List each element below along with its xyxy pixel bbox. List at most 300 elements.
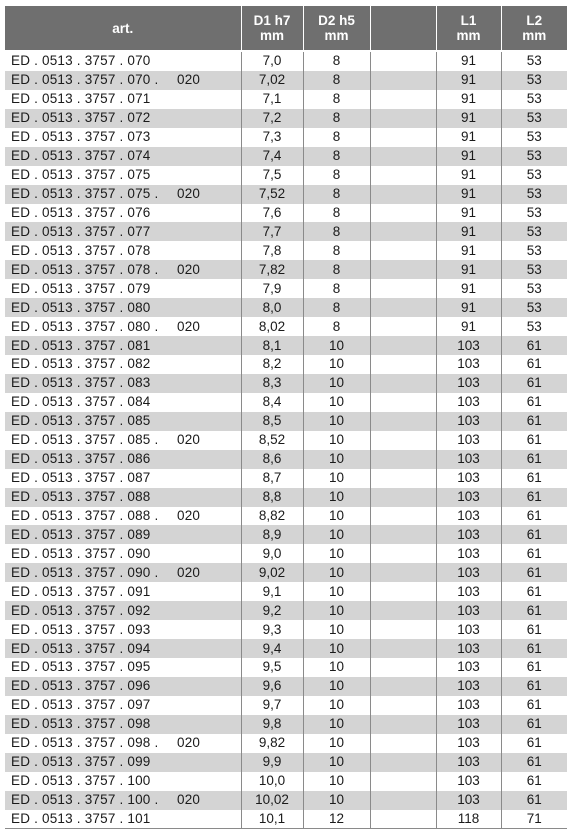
table-row	[5, 222, 567, 241]
table-row	[5, 601, 567, 620]
cell-l2: 53	[501, 222, 567, 241]
table-row	[5, 772, 567, 791]
cell-l2: 53	[501, 241, 567, 260]
cell-d1: 8,8	[241, 488, 303, 507]
table-body	[5, 51, 567, 829]
cell-l2: 61	[501, 393, 567, 412]
cell-empty	[370, 450, 436, 469]
cell-d1: 9,2	[241, 601, 303, 620]
cell-d2: 10	[303, 582, 370, 601]
cell-d1: 7,9	[241, 279, 303, 298]
cell-art	[5, 620, 241, 639]
cell-art	[5, 241, 241, 260]
cell-d2: 10	[303, 791, 370, 810]
cell-art	[5, 355, 241, 374]
cell-d2: 10	[303, 772, 370, 791]
cell-d2: 8	[303, 222, 370, 241]
table-row	[5, 298, 567, 317]
cell-d1: 9,9	[241, 753, 303, 772]
cell-l2: 61	[501, 374, 567, 393]
table-row	[5, 582, 567, 601]
cell-d1: 10,02	[241, 791, 303, 810]
cell-empty	[370, 582, 436, 601]
cell-empty	[370, 563, 436, 582]
cell-art-code: ED . 0513 . 3757 . 101	[11, 810, 151, 826]
cell-art-code: ED . 0513 . 3757 . 084	[11, 394, 151, 410]
cell-d2: 8	[303, 166, 370, 185]
cell-empty	[370, 753, 436, 772]
cell-art-code: ED . 0513 . 3757 . 070 .	[11, 72, 159, 88]
cell-d1: 9,02	[241, 563, 303, 582]
cell-l2: 61	[501, 753, 567, 772]
header-d1-unit: mm	[259, 28, 284, 43]
cell-art-suffix: 020	[177, 507, 201, 523]
header-l2-label: L2	[526, 13, 543, 28]
cell-empty	[370, 90, 436, 109]
cell-d1: 7,02	[241, 71, 303, 90]
cell-d1: 7,4	[241, 147, 303, 166]
cell-d2: 8	[303, 279, 370, 298]
table-row	[5, 317, 567, 336]
cell-art	[5, 412, 241, 431]
cell-empty	[370, 166, 436, 185]
cell-art	[5, 336, 241, 355]
cell-art-code: ED . 0513 . 3757 . 091	[11, 583, 151, 599]
cell-art	[5, 582, 241, 601]
table-row	[5, 147, 567, 166]
cell-d2: 10	[303, 450, 370, 469]
cell-l2: 71	[501, 810, 567, 829]
cell-d2: 8	[303, 204, 370, 223]
cell-art-code: ED . 0513 . 3757 . 100 .	[11, 792, 159, 808]
cell-d1: 8,82	[241, 507, 303, 526]
cell-empty	[370, 469, 436, 488]
cell-empty	[370, 658, 436, 677]
cell-art	[5, 507, 241, 526]
table-row	[5, 260, 567, 279]
cell-empty	[370, 601, 436, 620]
cell-d2: 8	[303, 109, 370, 128]
table-row	[5, 753, 567, 772]
cell-l2: 61	[501, 431, 567, 450]
cell-l1: 103	[436, 525, 501, 544]
cell-l1: 103	[436, 734, 501, 753]
cell-l1: 103	[436, 431, 501, 450]
table-row	[5, 166, 567, 185]
table-row	[5, 412, 567, 431]
table-row	[5, 715, 567, 734]
header-l2-unit: mm	[522, 28, 547, 43]
table-row	[5, 525, 567, 544]
cell-art-code: ED . 0513 . 3757 . 092	[11, 602, 151, 618]
cell-d2: 10	[303, 393, 370, 412]
cell-l1: 103	[436, 753, 501, 772]
cell-d1: 8,52	[241, 431, 303, 450]
cell-l2: 61	[501, 507, 567, 526]
cell-d2: 10	[303, 715, 370, 734]
cell-l1: 91	[436, 204, 501, 223]
cell-art	[5, 393, 241, 412]
cell-d2: 10	[303, 507, 370, 526]
cell-l1: 91	[436, 71, 501, 90]
header-l2	[501, 6, 567, 51]
cell-l1: 91	[436, 317, 501, 336]
cell-l2: 53	[501, 279, 567, 298]
cell-d2: 10	[303, 753, 370, 772]
cell-art-code: ED . 0513 . 3757 . 082	[11, 356, 151, 372]
cell-l2: 61	[501, 488, 567, 507]
cell-art	[5, 298, 241, 317]
cell-d1: 9,3	[241, 620, 303, 639]
table-row	[5, 241, 567, 260]
cell-empty	[370, 279, 436, 298]
cell-l1: 91	[436, 90, 501, 109]
cell-l1: 91	[436, 222, 501, 241]
table-row	[5, 431, 567, 450]
cell-art-suffix: 020	[177, 318, 201, 334]
cell-d2: 8	[303, 298, 370, 317]
table-row	[5, 696, 567, 715]
cell-d1: 10,1	[241, 810, 303, 829]
cell-art	[5, 317, 241, 336]
cell-d2: 8	[303, 241, 370, 260]
cell-art	[5, 525, 241, 544]
cell-d1: 8,2	[241, 355, 303, 374]
table-row	[5, 128, 567, 147]
table-row	[5, 507, 567, 526]
cell-l2: 53	[501, 317, 567, 336]
cell-d2: 10	[303, 412, 370, 431]
cell-empty	[370, 355, 436, 374]
cell-d1: 9,0	[241, 544, 303, 563]
table-row	[5, 204, 567, 223]
cell-empty	[370, 412, 436, 431]
cell-art	[5, 90, 241, 109]
cell-d2: 8	[303, 71, 370, 90]
cell-empty	[370, 336, 436, 355]
cell-art-code: ED . 0513 . 3757 . 070	[11, 53, 151, 69]
table-row	[5, 393, 567, 412]
cell-l2: 53	[501, 51, 567, 71]
cell-l2: 61	[501, 450, 567, 469]
cell-art-code: ED . 0513 . 3757 . 078	[11, 242, 151, 258]
cell-d1: 7,2	[241, 109, 303, 128]
cell-l2: 53	[501, 166, 567, 185]
cell-art-suffix: 020	[177, 432, 201, 448]
cell-l1: 103	[436, 563, 501, 582]
cell-art	[5, 734, 241, 753]
cell-d2: 10	[303, 525, 370, 544]
cell-d1: 7,5	[241, 166, 303, 185]
cell-d1: 8,5	[241, 412, 303, 431]
cell-l1: 103	[436, 336, 501, 355]
cell-art-code: ED . 0513 . 3757 . 097	[11, 697, 151, 713]
cell-art-code: ED . 0513 . 3757 . 077	[11, 223, 151, 239]
cell-l2: 61	[501, 412, 567, 431]
cell-d1: 9,8	[241, 715, 303, 734]
cell-empty	[370, 147, 436, 166]
cell-l2: 61	[501, 772, 567, 791]
cell-d1: 9,7	[241, 696, 303, 715]
cell-art-code: ED . 0513 . 3757 . 088	[11, 489, 151, 505]
cell-d1: 10,0	[241, 772, 303, 791]
cell-art-code: ED . 0513 . 3757 . 093	[11, 621, 151, 637]
cell-empty	[370, 374, 436, 393]
cell-art-suffix: 020	[177, 735, 201, 751]
cell-d1: 8,02	[241, 317, 303, 336]
cell-empty	[370, 715, 436, 734]
cell-d2: 10	[303, 355, 370, 374]
cell-d1: 8,3	[241, 374, 303, 393]
cell-art	[5, 279, 241, 298]
header-d1-label: D1 h7	[253, 13, 291, 28]
cell-d1: 9,4	[241, 639, 303, 658]
cell-l1: 103	[436, 677, 501, 696]
cell-art-code: ED . 0513 . 3757 . 074	[11, 148, 151, 164]
table-row	[5, 355, 567, 374]
table-row	[5, 109, 567, 128]
cell-art-code: ED . 0513 . 3757 . 098	[11, 716, 151, 732]
cell-l1: 103	[436, 488, 501, 507]
cell-d1: 7,82	[241, 260, 303, 279]
cell-art	[5, 791, 241, 810]
cell-l1: 103	[436, 639, 501, 658]
table-row	[5, 279, 567, 298]
cell-d2: 8	[303, 185, 370, 204]
cell-l1: 91	[436, 147, 501, 166]
cell-l2: 61	[501, 696, 567, 715]
cell-l1: 103	[436, 469, 501, 488]
cell-d1: 7,3	[241, 128, 303, 147]
header-d2	[303, 6, 370, 51]
table-row	[5, 620, 567, 639]
table-header	[5, 6, 567, 51]
cell-art	[5, 71, 241, 90]
cell-d2: 10	[303, 563, 370, 582]
cell-art	[5, 601, 241, 620]
cell-l1: 103	[436, 658, 501, 677]
cell-art	[5, 696, 241, 715]
cell-art-code: ED . 0513 . 3757 . 096	[11, 678, 151, 694]
cell-art-code: ED . 0513 . 3757 . 089	[11, 526, 151, 542]
cell-l2: 53	[501, 71, 567, 90]
cell-l2: 61	[501, 658, 567, 677]
header-art-label: art.	[112, 20, 134, 36]
cell-l2: 61	[501, 336, 567, 355]
cell-l1: 103	[436, 620, 501, 639]
cell-l1: 91	[436, 298, 501, 317]
table-row	[5, 658, 567, 677]
cell-l2: 53	[501, 147, 567, 166]
cell-empty	[370, 507, 436, 526]
cell-empty	[370, 71, 436, 90]
cell-l1: 103	[436, 355, 501, 374]
cell-art-code: ED . 0513 . 3757 . 076	[11, 204, 151, 220]
cell-d2: 10	[303, 658, 370, 677]
cell-art-code: ED . 0513 . 3757 . 073	[11, 129, 151, 145]
cell-l1: 103	[436, 601, 501, 620]
cell-l2: 61	[501, 563, 567, 582]
cell-d2: 8	[303, 128, 370, 147]
cell-art-code: ED . 0513 . 3757 . 098 .	[11, 735, 159, 751]
cell-d1: 8,1	[241, 336, 303, 355]
cell-art-code: ED . 0513 . 3757 . 100	[11, 773, 151, 789]
header-d1	[241, 6, 303, 51]
cell-l1: 103	[436, 582, 501, 601]
cell-art	[5, 374, 241, 393]
cell-art-code: ED . 0513 . 3757 . 088 .	[11, 507, 159, 523]
cell-d1: 9,82	[241, 734, 303, 753]
cell-d2: 12	[303, 810, 370, 829]
cell-l1: 118	[436, 810, 501, 829]
cell-art	[5, 204, 241, 223]
cell-art-code: ED . 0513 . 3757 . 075 .	[11, 186, 159, 202]
cell-d1: 8,0	[241, 298, 303, 317]
cell-l2: 61	[501, 639, 567, 658]
cell-d2: 10	[303, 677, 370, 696]
spec-table	[5, 6, 567, 829]
cell-empty	[370, 772, 436, 791]
cell-d1: 9,6	[241, 677, 303, 696]
cell-empty	[370, 317, 436, 336]
cell-l1: 91	[436, 128, 501, 147]
cell-empty	[370, 393, 436, 412]
cell-l2: 61	[501, 734, 567, 753]
cell-art	[5, 222, 241, 241]
cell-art	[5, 185, 241, 204]
table-row	[5, 488, 567, 507]
cell-l2: 53	[501, 298, 567, 317]
cell-art-code: ED . 0513 . 3757 . 095	[11, 659, 151, 675]
cell-l1: 91	[436, 279, 501, 298]
cell-l2: 61	[501, 525, 567, 544]
cell-art	[5, 772, 241, 791]
cell-l1: 91	[436, 109, 501, 128]
cell-empty	[370, 109, 436, 128]
cell-d1: 8,9	[241, 525, 303, 544]
cell-art-code: ED . 0513 . 3757 . 080	[11, 299, 151, 315]
cell-l1: 103	[436, 696, 501, 715]
cell-d2: 10	[303, 620, 370, 639]
cell-l1: 103	[436, 507, 501, 526]
cell-d2: 8	[303, 51, 370, 71]
cell-empty	[370, 241, 436, 260]
cell-art-code: ED . 0513 . 3757 . 085 .	[11, 432, 159, 448]
cell-d2: 8	[303, 90, 370, 109]
cell-l2: 61	[501, 601, 567, 620]
cell-art	[5, 639, 241, 658]
table-row	[5, 563, 567, 582]
cell-l1: 103	[436, 450, 501, 469]
table-row	[5, 374, 567, 393]
cell-l2: 53	[501, 204, 567, 223]
cell-empty	[370, 620, 436, 639]
table-row	[5, 677, 567, 696]
cell-l1: 103	[436, 791, 501, 810]
cell-art	[5, 677, 241, 696]
header-d2-label: D2 h5	[318, 13, 355, 28]
cell-d1: 9,1	[241, 582, 303, 601]
cell-l1: 91	[436, 185, 501, 204]
cell-empty	[370, 222, 436, 241]
cell-d1: 7,1	[241, 90, 303, 109]
cell-art-code: ED . 0513 . 3757 . 090	[11, 545, 151, 561]
header-l1-label: L1	[460, 13, 477, 28]
cell-l2: 53	[501, 185, 567, 204]
cell-l1: 91	[436, 241, 501, 260]
cell-l2: 53	[501, 260, 567, 279]
cell-d1: 7,52	[241, 185, 303, 204]
cell-d2: 10	[303, 601, 370, 620]
cell-d2: 8	[303, 317, 370, 336]
cell-art	[5, 658, 241, 677]
table-row	[5, 450, 567, 469]
cell-empty	[370, 639, 436, 658]
cell-art	[5, 128, 241, 147]
cell-art-code: ED . 0513 . 3757 . 081	[11, 337, 151, 353]
cell-art	[5, 810, 241, 829]
cell-empty	[370, 734, 436, 753]
table-row	[5, 185, 567, 204]
cell-d1: 8,4	[241, 393, 303, 412]
cell-art	[5, 109, 241, 128]
table-row	[5, 639, 567, 658]
cell-art-suffix: 020	[177, 186, 201, 202]
cell-d1: 7,8	[241, 241, 303, 260]
cell-d2: 10	[303, 488, 370, 507]
table-row	[5, 336, 567, 355]
table-row	[5, 544, 567, 563]
cell-l2: 61	[501, 715, 567, 734]
cell-l1: 103	[436, 393, 501, 412]
cell-art	[5, 563, 241, 582]
cell-d2: 10	[303, 544, 370, 563]
cell-art-suffix: 020	[177, 72, 201, 88]
cell-d2: 10	[303, 469, 370, 488]
cell-empty	[370, 128, 436, 147]
cell-empty	[370, 204, 436, 223]
cell-l2: 61	[501, 620, 567, 639]
cell-art-code: ED . 0513 . 3757 . 085	[11, 413, 151, 429]
table-row	[5, 791, 567, 810]
table-row	[5, 469, 567, 488]
cell-l2: 61	[501, 677, 567, 696]
cell-l2: 61	[501, 582, 567, 601]
cell-l1: 91	[436, 166, 501, 185]
table-row	[5, 90, 567, 109]
cell-empty	[370, 185, 436, 204]
header-empty	[370, 6, 436, 51]
cell-art-code: ED . 0513 . 3757 . 071	[11, 91, 151, 107]
cell-d1: 7,6	[241, 204, 303, 223]
cell-art	[5, 450, 241, 469]
cell-empty	[370, 260, 436, 279]
cell-art-code: ED . 0513 . 3757 . 099	[11, 754, 151, 770]
cell-art-suffix: 020	[177, 261, 201, 277]
cell-l2: 53	[501, 90, 567, 109]
cell-art-code: ED . 0513 . 3757 . 075	[11, 167, 151, 183]
cell-l1: 103	[436, 412, 501, 431]
cell-d1: 9,5	[241, 658, 303, 677]
cell-l2: 61	[501, 791, 567, 810]
cell-art-code: ED . 0513 . 3757 . 079	[11, 280, 151, 296]
cell-art	[5, 166, 241, 185]
header-art	[5, 6, 241, 51]
table-row	[5, 810, 567, 829]
cell-d2: 10	[303, 639, 370, 658]
cell-art	[5, 260, 241, 279]
table-row	[5, 71, 567, 90]
